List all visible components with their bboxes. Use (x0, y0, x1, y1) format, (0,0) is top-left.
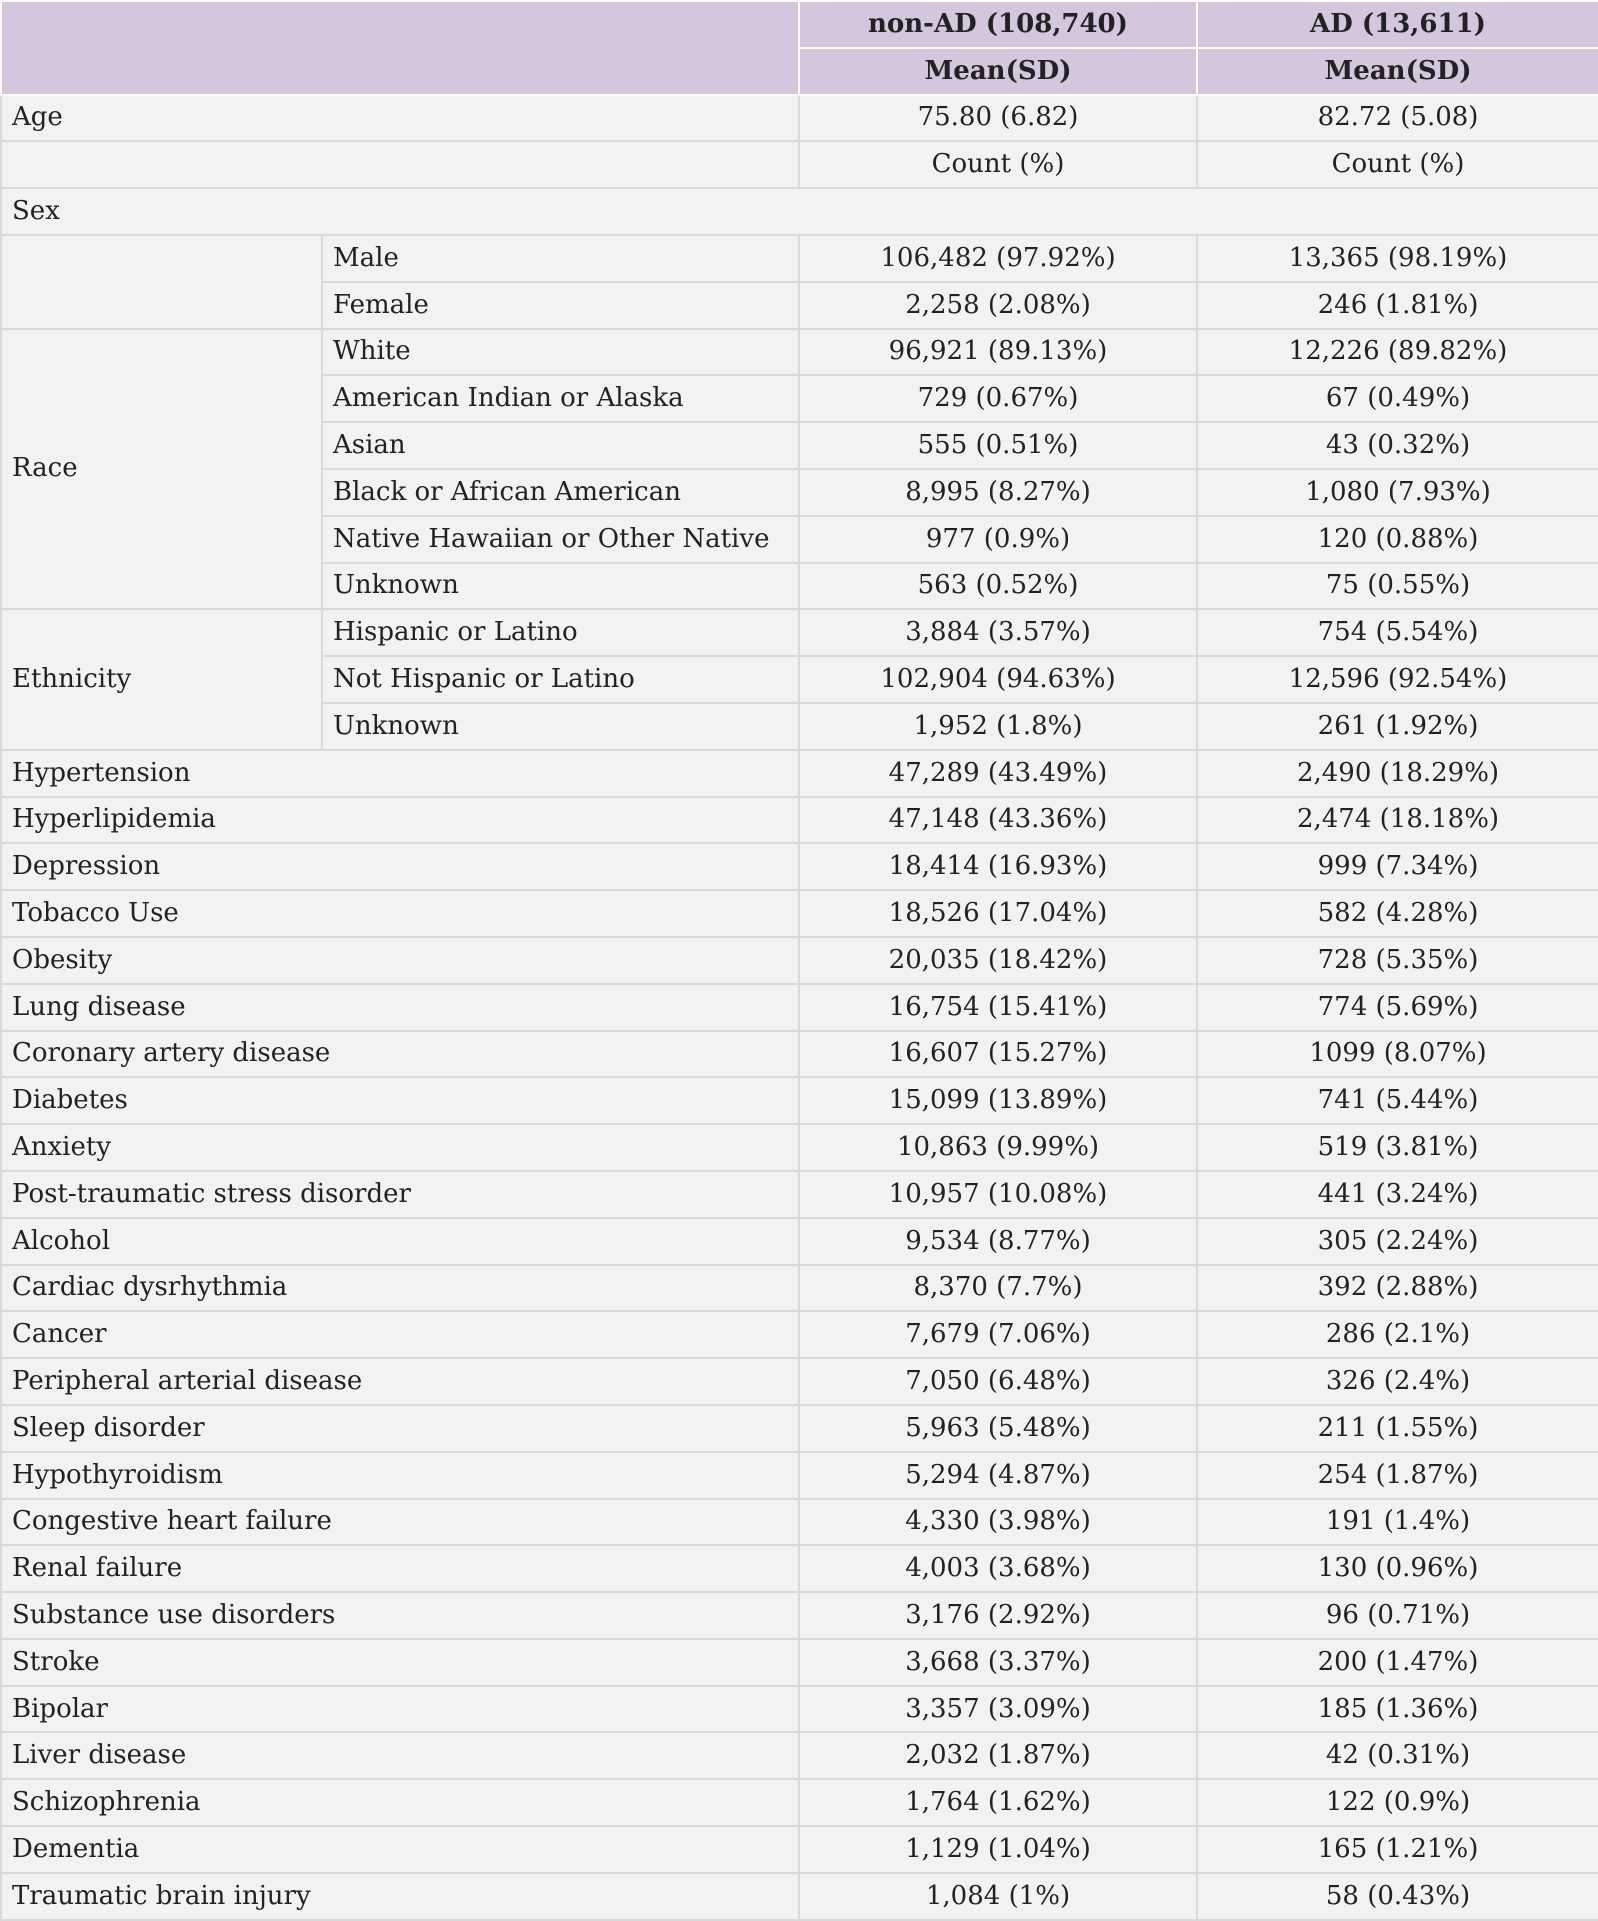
cell-non-ad: 16,607 (15.27%) (799, 1031, 1197, 1078)
cell-ad: 754 (5.54%) (1197, 609, 1598, 656)
table-row (1, 1077, 1598, 1124)
table-row (1, 843, 1598, 890)
cell-non-ad: 3,884 (3.57%) (799, 609, 1197, 656)
subheader-ad: Mean(SD) (1197, 48, 1598, 95)
cell-non-ad: 4,003 (3.68%) (799, 1545, 1197, 1592)
cell-ad: 582 (4.28%) (1197, 890, 1598, 937)
ethnicity-rows (1, 609, 1598, 749)
table-row (1, 1732, 1598, 1779)
row-label: Schizophrenia (1, 1779, 799, 1826)
condition-rows (1, 750, 1598, 1920)
cell-non-ad: 106,482 (97.92%) (799, 235, 1197, 282)
cell-non-ad: 47,289 (43.49%) (799, 750, 1197, 797)
cell-ad: 774 (5.69%) (1197, 984, 1598, 1031)
row-label: Tobacco Use (1, 890, 799, 937)
row-label: Cardiac dysrhythmia (1, 1265, 799, 1312)
row-label: Male (322, 235, 799, 282)
cell-non-ad: 8,370 (7.7%) (799, 1265, 1197, 1312)
row-label: Renal failure (1, 1545, 799, 1592)
table-row (1, 750, 1598, 797)
header-blank (1, 1, 799, 95)
row-label: Traumatic brain injury (1, 1873, 799, 1920)
table-row (1, 1779, 1598, 1826)
row-label: Age (1, 95, 799, 142)
table-row (1, 1358, 1598, 1405)
cell-ad: 75 (0.55%) (1197, 563, 1598, 610)
row-label: Female (322, 282, 799, 329)
count-header-non-ad: Count (%) (799, 141, 1197, 188)
row-label: Obesity (1, 937, 799, 984)
cell-non-ad: 18,526 (17.04%) (799, 890, 1197, 937)
cell-non-ad: 8,995 (8.27%) (799, 469, 1197, 516)
table-row (1, 1545, 1598, 1592)
table-row (1, 329, 1598, 376)
row-label: Hispanic or Latino (322, 609, 799, 656)
cell-non-ad: 9,534 (8.77%) (799, 1218, 1197, 1265)
cell-non-ad: 1,952 (1.8%) (799, 703, 1197, 750)
cell-ad: 82.72 (5.08) (1197, 95, 1598, 142)
race-rows (1, 329, 1598, 610)
cell-non-ad: 563 (0.52%) (799, 563, 1197, 610)
group-label-sex: Sex (1, 188, 1598, 235)
row-label: Hypertension (1, 750, 799, 797)
blank-cell (1, 141, 799, 188)
cell-non-ad: 15,099 (13.89%) (799, 1077, 1197, 1124)
row-label: Dementia (1, 1826, 799, 1873)
cell-non-ad: 2,258 (2.08%) (799, 282, 1197, 329)
cell-ad: 191 (1.4%) (1197, 1499, 1598, 1546)
table-row (1, 1452, 1598, 1499)
cell-ad: 392 (2.88%) (1197, 1265, 1598, 1312)
row-label: Hyperlipidemia (1, 797, 799, 844)
cell-ad: 96 (0.71%) (1197, 1592, 1598, 1639)
group-blank-cell (1, 235, 322, 329)
table-row (1, 1218, 1598, 1265)
cell-ad: 43 (0.32%) (1197, 422, 1598, 469)
header-non-ad: non-AD (108,740) (799, 1, 1197, 48)
table-row (1, 1311, 1598, 1358)
row-label: Hypothyroidism (1, 1452, 799, 1499)
cell-non-ad: 3,176 (2.92%) (799, 1592, 1197, 1639)
cell-ad: 165 (1.21%) (1197, 1826, 1598, 1873)
row-label: Cancer (1, 1311, 799, 1358)
cell-ad: 2,490 (18.29%) (1197, 750, 1598, 797)
table-row (1, 1031, 1598, 1078)
cell-non-ad: 1,084 (1%) (799, 1873, 1197, 1920)
row-label: American Indian or Alaska (322, 375, 799, 422)
cell-ad: 12,596 (92.54%) (1197, 656, 1598, 703)
table-row (1, 1873, 1598, 1920)
row-label: Liver disease (1, 1732, 799, 1779)
cell-non-ad: 2,032 (1.87%) (799, 1732, 1197, 1779)
cell-ad: 122 (0.9%) (1197, 1779, 1598, 1826)
cell-ad: 185 (1.36%) (1197, 1686, 1598, 1733)
row-label: Stroke (1, 1639, 799, 1686)
cell-non-ad: 16,754 (15.41%) (799, 984, 1197, 1031)
cell-non-ad: 75.80 (6.82) (799, 95, 1197, 142)
cell-non-ad: 729 (0.67%) (799, 375, 1197, 422)
table-row (1, 1639, 1598, 1686)
cell-non-ad: 5,294 (4.87%) (799, 1452, 1197, 1499)
table-row (1, 609, 1598, 656)
row-label: Sleep disorder (1, 1405, 799, 1452)
row-label: Bipolar (1, 1686, 799, 1733)
table-row (1, 984, 1598, 1031)
cell-ad: 254 (1.87%) (1197, 1452, 1598, 1499)
row-label: Not Hispanic or Latino (322, 656, 799, 703)
cell-non-ad: 7,679 (7.06%) (799, 1311, 1197, 1358)
cell-ad: 728 (5.35%) (1197, 937, 1598, 984)
cell-ad: 42 (0.31%) (1197, 1732, 1598, 1779)
cell-non-ad: 3,357 (3.09%) (799, 1686, 1197, 1733)
cell-non-ad: 47,148 (43.36%) (799, 797, 1197, 844)
row-label: Alcohol (1, 1218, 799, 1265)
row-label: Coronary artery disease (1, 1031, 799, 1078)
table-row-count-header (1, 141, 1598, 188)
table-row (1, 1124, 1598, 1171)
row-label: Congestive heart failure (1, 1499, 799, 1546)
cell-ad: 130 (0.96%) (1197, 1545, 1598, 1592)
cell-ad: 211 (1.55%) (1197, 1405, 1598, 1452)
row-label: Depression (1, 843, 799, 890)
row-label: Post-traumatic stress disorder (1, 1171, 799, 1218)
row-label: Unknown (322, 703, 799, 750)
row-label: Lung disease (1, 984, 799, 1031)
table-row-age (1, 95, 1598, 142)
row-label: Substance use disorders (1, 1592, 799, 1639)
cell-ad: 519 (3.81%) (1197, 1124, 1598, 1171)
cell-ad: 13,365 (98.19%) (1197, 235, 1598, 282)
table-row (1, 797, 1598, 844)
table-row (1, 937, 1598, 984)
cell-ad: 741 (5.44%) (1197, 1077, 1598, 1124)
cell-ad: 999 (7.34%) (1197, 843, 1598, 890)
cell-ad: 120 (0.88%) (1197, 516, 1598, 563)
table-row (1, 1265, 1598, 1312)
table-row-sex (1, 188, 1598, 235)
cell-ad: 1,080 (7.93%) (1197, 469, 1598, 516)
cell-ad: 286 (2.1%) (1197, 1311, 1598, 1358)
table-body (1, 95, 1598, 235)
table-row (1, 1499, 1598, 1546)
table-row (1, 1686, 1598, 1733)
subheader-non-ad: Mean(SD) (799, 48, 1197, 95)
table-row (1, 1171, 1598, 1218)
cell-ad: 200 (1.47%) (1197, 1639, 1598, 1686)
cell-non-ad: 1,764 (1.62%) (799, 1779, 1197, 1826)
cell-non-ad: 20,035 (18.42%) (799, 937, 1197, 984)
row-label: Native Hawaiian or Other Native (322, 516, 799, 563)
cell-non-ad: 18,414 (16.93%) (799, 843, 1197, 890)
table-row (1, 890, 1598, 937)
cell-ad: 12,226 (89.82%) (1197, 329, 1598, 376)
cell-ad: 246 (1.81%) (1197, 282, 1598, 329)
row-label: White (322, 329, 799, 376)
cell-ad: 58 (0.43%) (1197, 1873, 1598, 1920)
cell-non-ad: 4,330 (3.98%) (799, 1499, 1197, 1546)
row-label: Anxiety (1, 1124, 799, 1171)
cell-non-ad: 96,921 (89.13%) (799, 329, 1197, 376)
cell-ad: 261 (1.92%) (1197, 703, 1598, 750)
table-row (1, 1592, 1598, 1639)
cell-ad: 326 (2.4%) (1197, 1358, 1598, 1405)
sex-rows (1, 235, 1598, 329)
row-label: Peripheral arterial disease (1, 1358, 799, 1405)
cell-non-ad: 10,957 (10.08%) (799, 1171, 1197, 1218)
cell-non-ad: 977 (0.9%) (799, 516, 1197, 563)
table-row (1, 1405, 1598, 1452)
cell-non-ad: 7,050 (6.48%) (799, 1358, 1197, 1405)
table-row (1, 235, 1598, 282)
table-header (1, 1, 1598, 95)
cell-ad: 305 (2.24%) (1197, 1218, 1598, 1265)
header-ad: AD (13,611) (1197, 1, 1598, 48)
cell-non-ad: 1,129 (1.04%) (799, 1826, 1197, 1873)
row-label: Black or African American (322, 469, 799, 516)
cell-non-ad: 555 (0.51%) (799, 422, 1197, 469)
row-label: Diabetes (1, 1077, 799, 1124)
cell-non-ad: 102,904 (94.63%) (799, 656, 1197, 703)
row-label: Unknown (322, 563, 799, 610)
cell-ad: 441 (3.24%) (1197, 1171, 1598, 1218)
group-label-ethnicity: Ethnicity (1, 609, 322, 749)
table-row (1, 1826, 1598, 1873)
count-header-ad: Count (%) (1197, 141, 1598, 188)
cell-non-ad: 5,963 (5.48%) (799, 1405, 1197, 1452)
cell-non-ad: 10,863 (9.99%) (799, 1124, 1197, 1171)
cell-non-ad: 3,668 (3.37%) (799, 1639, 1197, 1686)
cell-ad: 2,474 (18.18%) (1197, 797, 1598, 844)
cell-ad: 1099 (8.07%) (1197, 1031, 1598, 1078)
group-label-race: Race (1, 329, 322, 610)
row-label: Asian (322, 422, 799, 469)
cell-ad: 67 (0.49%) (1197, 375, 1598, 422)
